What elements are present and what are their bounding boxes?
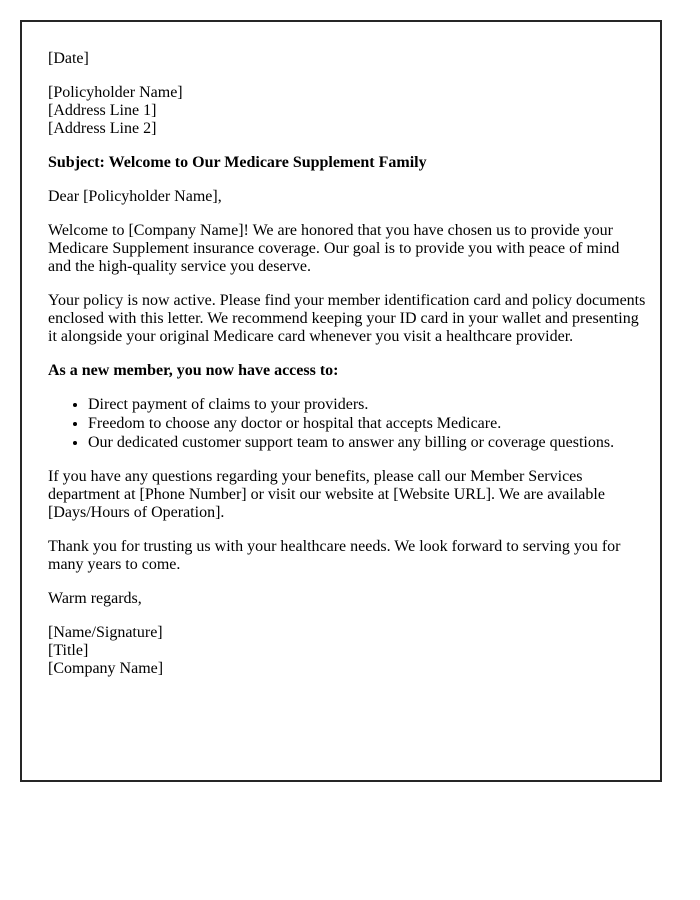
paragraph-welcome: Welcome to [Company Name]! We are honored that you have chosen us to provide your Medicare Supplement insurance coverage. Our goal is to provide you with peace of mind and the high-quality service you deserve. <box>48 222 620 275</box>
recipient-address-line-1: [Address Line 1] <box>48 102 157 119</box>
benefits-list <box>48 396 646 452</box>
recipient-name: [Policyholder Name] <box>48 84 183 101</box>
recipient-address-line-2: [Address Line 2] <box>48 120 157 137</box>
benefit-item-direct-payment: • Direct payment of claims to your providers. <box>88 396 646 414</box>
paragraph-thanks: Thank you for trusting us with your healthcare needs. We look forward to serving you for many years to come. <box>48 538 621 573</box>
subject-line: Subject: Welcome to Our Medicare Supplement Family <box>48 154 427 171</box>
signature-block <box>48 624 646 678</box>
signature-company: [Company Name] <box>48 660 164 677</box>
signature-title: [Title] <box>48 642 89 659</box>
letter-date: [Date] <box>48 50 89 67</box>
signature-name: [Name/Signature] <box>48 624 163 641</box>
recipient-address-block <box>48 84 646 138</box>
salutation: Dear [Policyholder Name], <box>48 188 222 205</box>
paragraph-questions: If you have any questions regarding your benefits, please call our Member Services department at [Phone Number] or visit our website at [Website URL]. We are available [Days/Hours of Operation]. <box>48 468 605 521</box>
letter-document <box>20 20 662 782</box>
closing: Warm regards, <box>48 590 142 607</box>
benefit-item-freedom-of-choice: • Freedom to choose any doctor or hospital that accepts Medicare. <box>88 415 646 433</box>
benefit-item-customer-support: • Our dedicated customer support team to answer any billing or coverage questions. <box>88 434 646 452</box>
paragraph-policy-active: Your policy is now active. Please find your member identification card and policy documents enclosed with this letter. We recommend keeping your ID card in your wallet and presenting it alongside your original Medicare card whenever you visit a healthcare provider. <box>48 292 646 345</box>
benefits-heading: As a new member, you now have access to: <box>48 362 339 379</box>
